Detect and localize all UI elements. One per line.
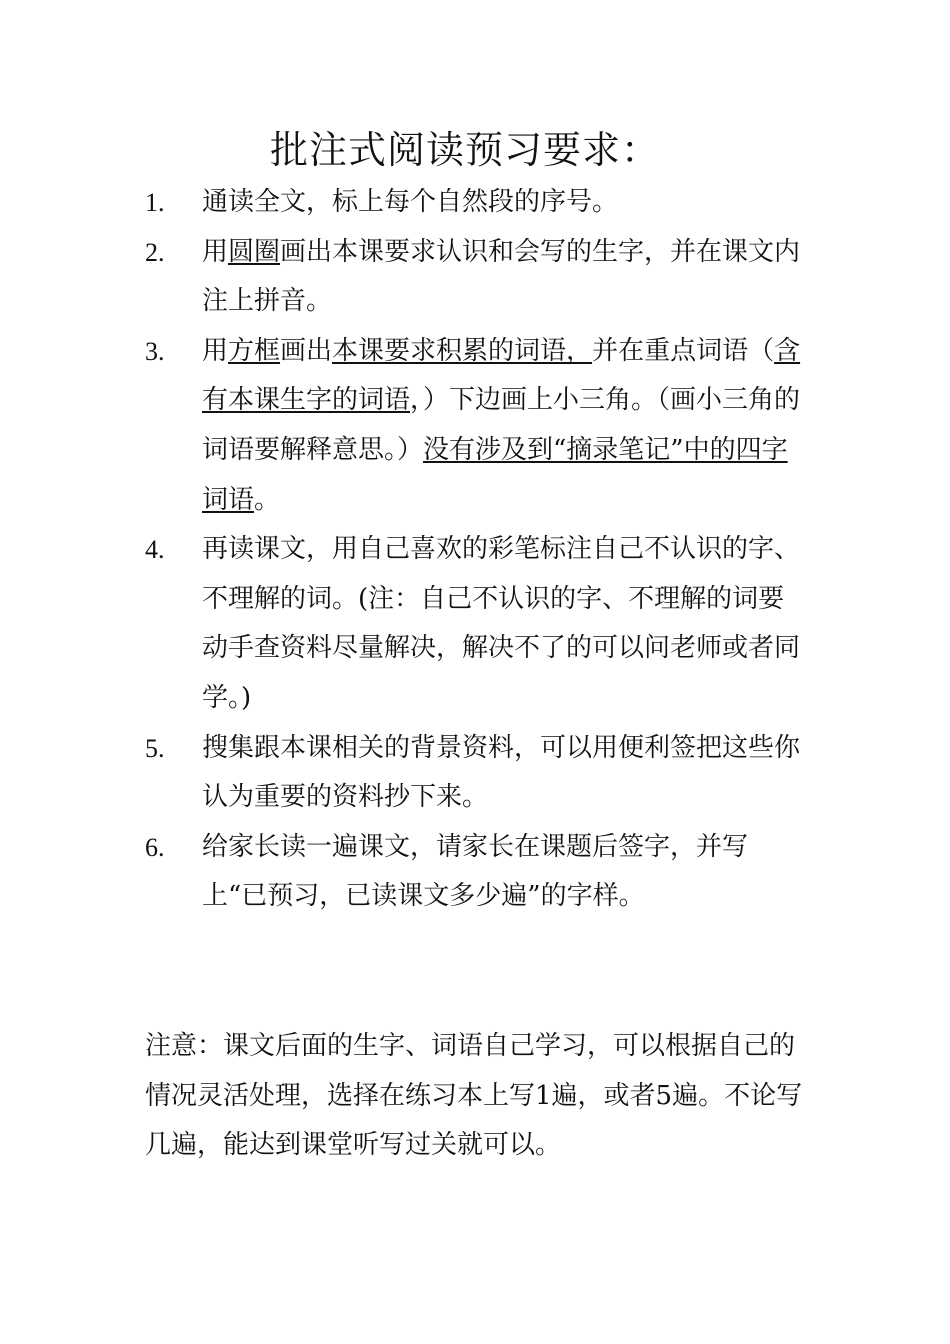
list-item — [145, 525, 810, 723]
note-paragraph: 注意：课文后面的生字、词语自己学习，可以根据自己的情况灵活处理，选择在练习本上写1遍，或者5遍。不论写几遍，能达到课堂听写过关就可以。 — [145, 1031, 803, 1161]
underlined-text: 含有本课生字的词语 — [202, 335, 801, 416]
list-item-text: 搜集跟本课相关的背景资料，可以用便利签把这些你认为重要的资料抄下来。 — [202, 732, 801, 813]
list-item-number: 1. — [145, 188, 165, 217]
requirements-list — [145, 178, 810, 922]
list-item — [145, 327, 810, 525]
list-item-text: 用 — [202, 236, 229, 267]
list-item — [145, 228, 810, 327]
list-item-text: 给家长读一遍课文，请家长在课题后签字，并写上“已预习，已读课文多少遍”的字样。 — [202, 831, 749, 912]
list-item-number: 6. — [145, 832, 165, 862]
list-item-text: 画出 — [280, 335, 333, 366]
list-item-number: 2. — [145, 237, 165, 267]
list-item-text: 通读全文，标上每个自然段的序号。 — [202, 187, 619, 217]
list-item-number: 5. — [145, 733, 165, 763]
list-item-text: 画出本课要求认识和会写的生字，并在课文内注上拼音。 — [202, 236, 801, 317]
underlined-text: 没有涉及到“摘录笔记”中的四字词语 — [202, 434, 788, 515]
list-item-number: 4. — [145, 535, 165, 565]
list-item-text: 并在重点词语（ — [592, 335, 775, 366]
list-item — [145, 724, 810, 823]
underlined-text: 圆圈 — [228, 236, 281, 267]
underlined-text: 本课要求积累的词语， — [332, 335, 593, 366]
list-item-text: ，）下边画上小三角。（画小三角的词语要解释意思。） — [202, 385, 801, 465]
page-title: 批注式阅读预习要求： — [269, 128, 660, 172]
underlined-text: 方框 — [228, 335, 281, 366]
list-item-text: 。 — [254, 484, 281, 515]
list-item — [145, 178, 810, 228]
list-item-text: 再读课文，用自己喜欢的彩笔标注自己不认识的字、不理解的词。(注：自己不认识的字、不理解的词要动手查资料尽量解决，解决不了的可以问老师或者同学。) — [202, 534, 801, 713]
list-item — [145, 823, 810, 922]
list-item-text: 用 — [202, 335, 229, 366]
list-item-number: 3. — [145, 336, 165, 366]
